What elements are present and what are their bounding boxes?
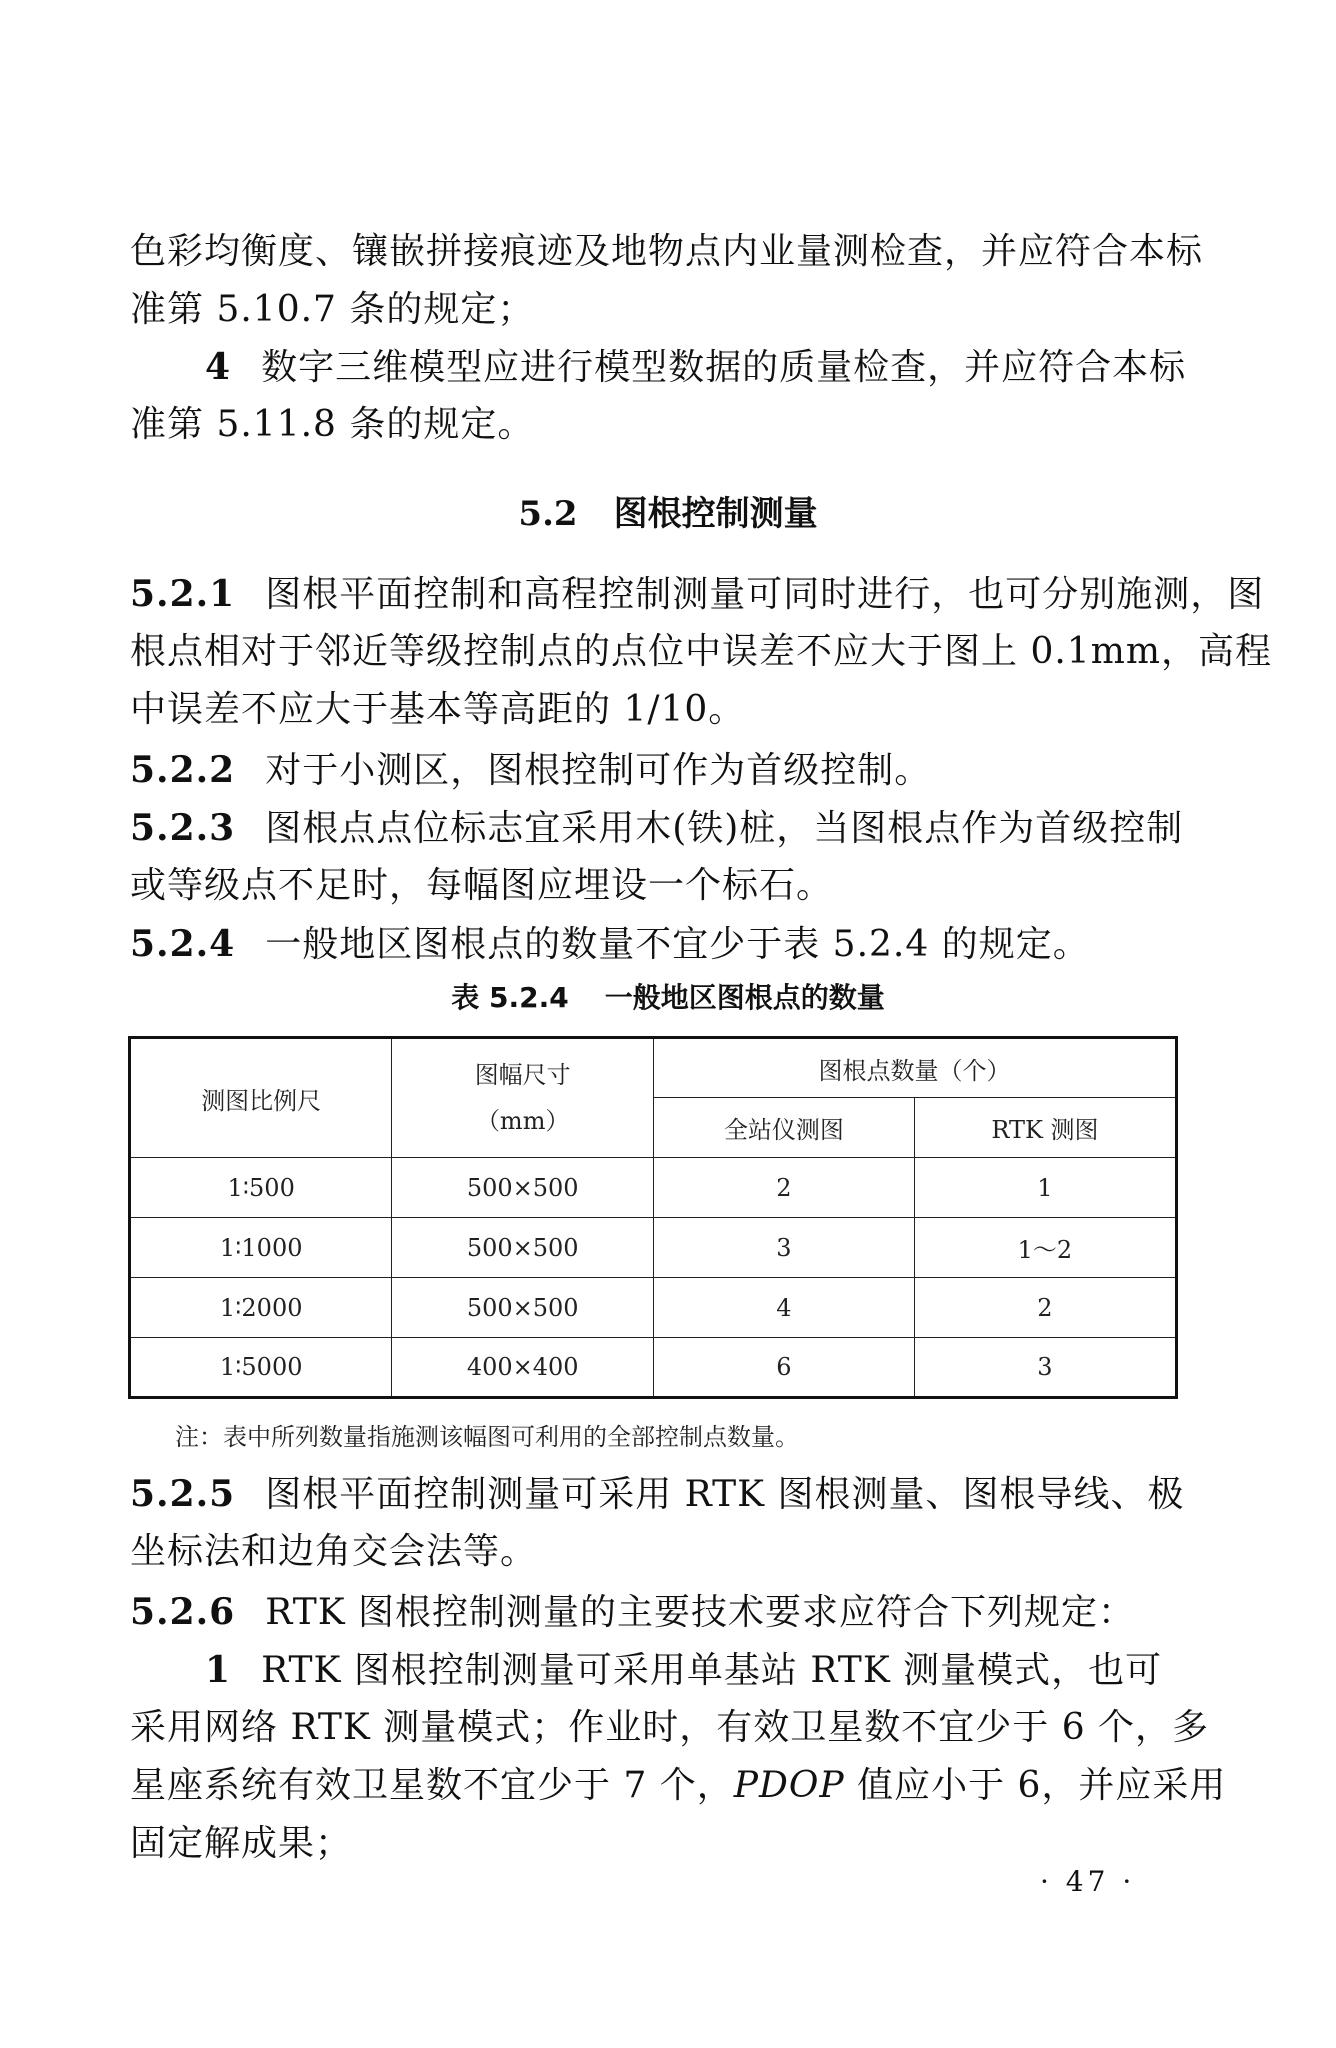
list-item-line [130, 1762, 1227, 1810]
cell-total-station: 4 [654, 1278, 915, 1338]
section-number: 5.2 [518, 494, 578, 534]
clause-number: 5.2.1 [130, 573, 236, 615]
clause-line: 中误差不应大于基本等高距的 1/10。 [130, 689, 746, 730]
clause-line: 或等级点不足时，每幅图应埋设一个标石。 [130, 865, 834, 906]
list-item-text: RTK 图根控制测量可采用单基站 RTK 测量模式，也可 [261, 1650, 1163, 1691]
cell-scale: 1∶2000 [130, 1278, 392, 1338]
clause-text: RTK 图根控制测量的主要技术要求应符合下列规定： [265, 1592, 1136, 1633]
list-item-line [205, 343, 1187, 392]
cell-total-station: 2 [654, 1158, 915, 1218]
header-scale: 测图比例尺 [130, 1038, 392, 1158]
clause-number: 5.2.5 [130, 1473, 236, 1515]
clause-number: 5.2.3 [130, 807, 236, 849]
list-item-line: 固定解成果； [130, 1823, 353, 1864]
clause-line [130, 570, 1265, 619]
cell-rtk: 1～2 [914, 1218, 1176, 1278]
list-item-line: 采用网络 RTK 测量模式；作业时，有效卫星数不宜少于 6 个，多 [130, 1707, 1210, 1748]
paragraph-line: 准第 5.11.8 条的规定。 [130, 404, 535, 445]
list-item-text: 星座系统有效卫星数不宜少于 7 个， [130, 1765, 734, 1806]
clause-line [130, 746, 1180, 795]
clause-line [130, 804, 1184, 853]
cell-scale: 1∶5000 [130, 1338, 392, 1398]
list-item-line [205, 1646, 1180, 1695]
clause-text: 图根平面控制和高程控制测量可同时进行，也可分别施测，图 [265, 574, 1265, 615]
table-caption-title: 一般地区图根点的数量 [604, 981, 885, 1014]
table-row [130, 1278, 1177, 1338]
list-item-text: 值应小于 6，并应采用 [844, 1765, 1227, 1806]
table-row [130, 1338, 1177, 1398]
clause-text: 图根平面控制测量可采用 RTK 图根测量、图根导线、极 [265, 1474, 1185, 1515]
clause-text: 图根点点位标志宜采用木(铁)桩，当图根点作为首级控制 [265, 808, 1184, 849]
clause-line [130, 1588, 1180, 1637]
header-sheet-size-unit: （mm） [475, 1107, 570, 1135]
cell-size: 500×500 [392, 1158, 654, 1218]
header-count-group: 图根点数量（个） [654, 1038, 1177, 1098]
list-item-number: 1 [205, 1649, 232, 1691]
cell-total-station: 3 [654, 1218, 915, 1278]
paragraph-line: 色彩均衡度、镶嵌拼接痕迹及地物点内业量测检查，并应符合本标 [130, 231, 1204, 272]
cell-size: 500×500 [392, 1278, 654, 1338]
header-total-station: 全站仪测图 [654, 1098, 915, 1158]
clause-text: 一般地区图根点的数量不宜少于表 5.2.4 的规定。 [265, 924, 1090, 965]
table-row [130, 1158, 1177, 1218]
cell-scale: 1∶1000 [130, 1218, 392, 1278]
cell-size: 500×500 [392, 1218, 654, 1278]
clause-number: 5.2.2 [130, 749, 236, 791]
cell-rtk: 1 [914, 1158, 1176, 1218]
list-item-number: 4 [205, 346, 232, 388]
table-caption [0, 978, 1336, 1018]
table-header-row [130, 1038, 1177, 1098]
clause-number: 5.2.6 [130, 1591, 236, 1633]
cell-rtk: 3 [914, 1338, 1176, 1398]
clause-line [130, 1470, 1185, 1519]
clause-text: 对于小测区，图根控制可作为首级控制。 [265, 750, 932, 791]
list-item-text: 数字三维模型应进行模型数据的质量检查，并应符合本标 [261, 347, 1187, 388]
cell-rtk: 2 [914, 1278, 1176, 1338]
pdop-term: PDOP [733, 1765, 845, 1806]
header-sheet-size [392, 1038, 654, 1158]
cell-total-station: 6 [654, 1338, 915, 1398]
table-caption-number: 表 5.2.4 [451, 981, 569, 1014]
cell-size: 400×400 [392, 1338, 654, 1398]
clause-number: 5.2.4 [130, 923, 236, 965]
section-title: 图根控制测量 [613, 494, 818, 534]
page-number: · 47 · [1040, 1865, 1136, 1898]
table-note: 注：表中所列数量指施测该幅图可利用的全部控制点数量。 [175, 1423, 799, 1451]
section-heading [0, 490, 1336, 538]
header-sheet-size-label: 图幅尺寸 [474, 1061, 571, 1089]
clause-line [130, 920, 1180, 969]
clause-line: 坐标法和边角交会法等。 [130, 1531, 538, 1572]
paragraph-line: 准第 5.10.7 条的规定； [130, 289, 535, 330]
control-points-table [128, 1036, 1178, 1399]
header-rtk: RTK 测图 [914, 1098, 1176, 1158]
table-row [130, 1218, 1177, 1278]
cell-scale: 1∶500 [130, 1158, 392, 1218]
clause-line: 根点相对于邻近等级控制点的点位中误差不应大于图上 0.1mm，高程 [130, 631, 1272, 672]
